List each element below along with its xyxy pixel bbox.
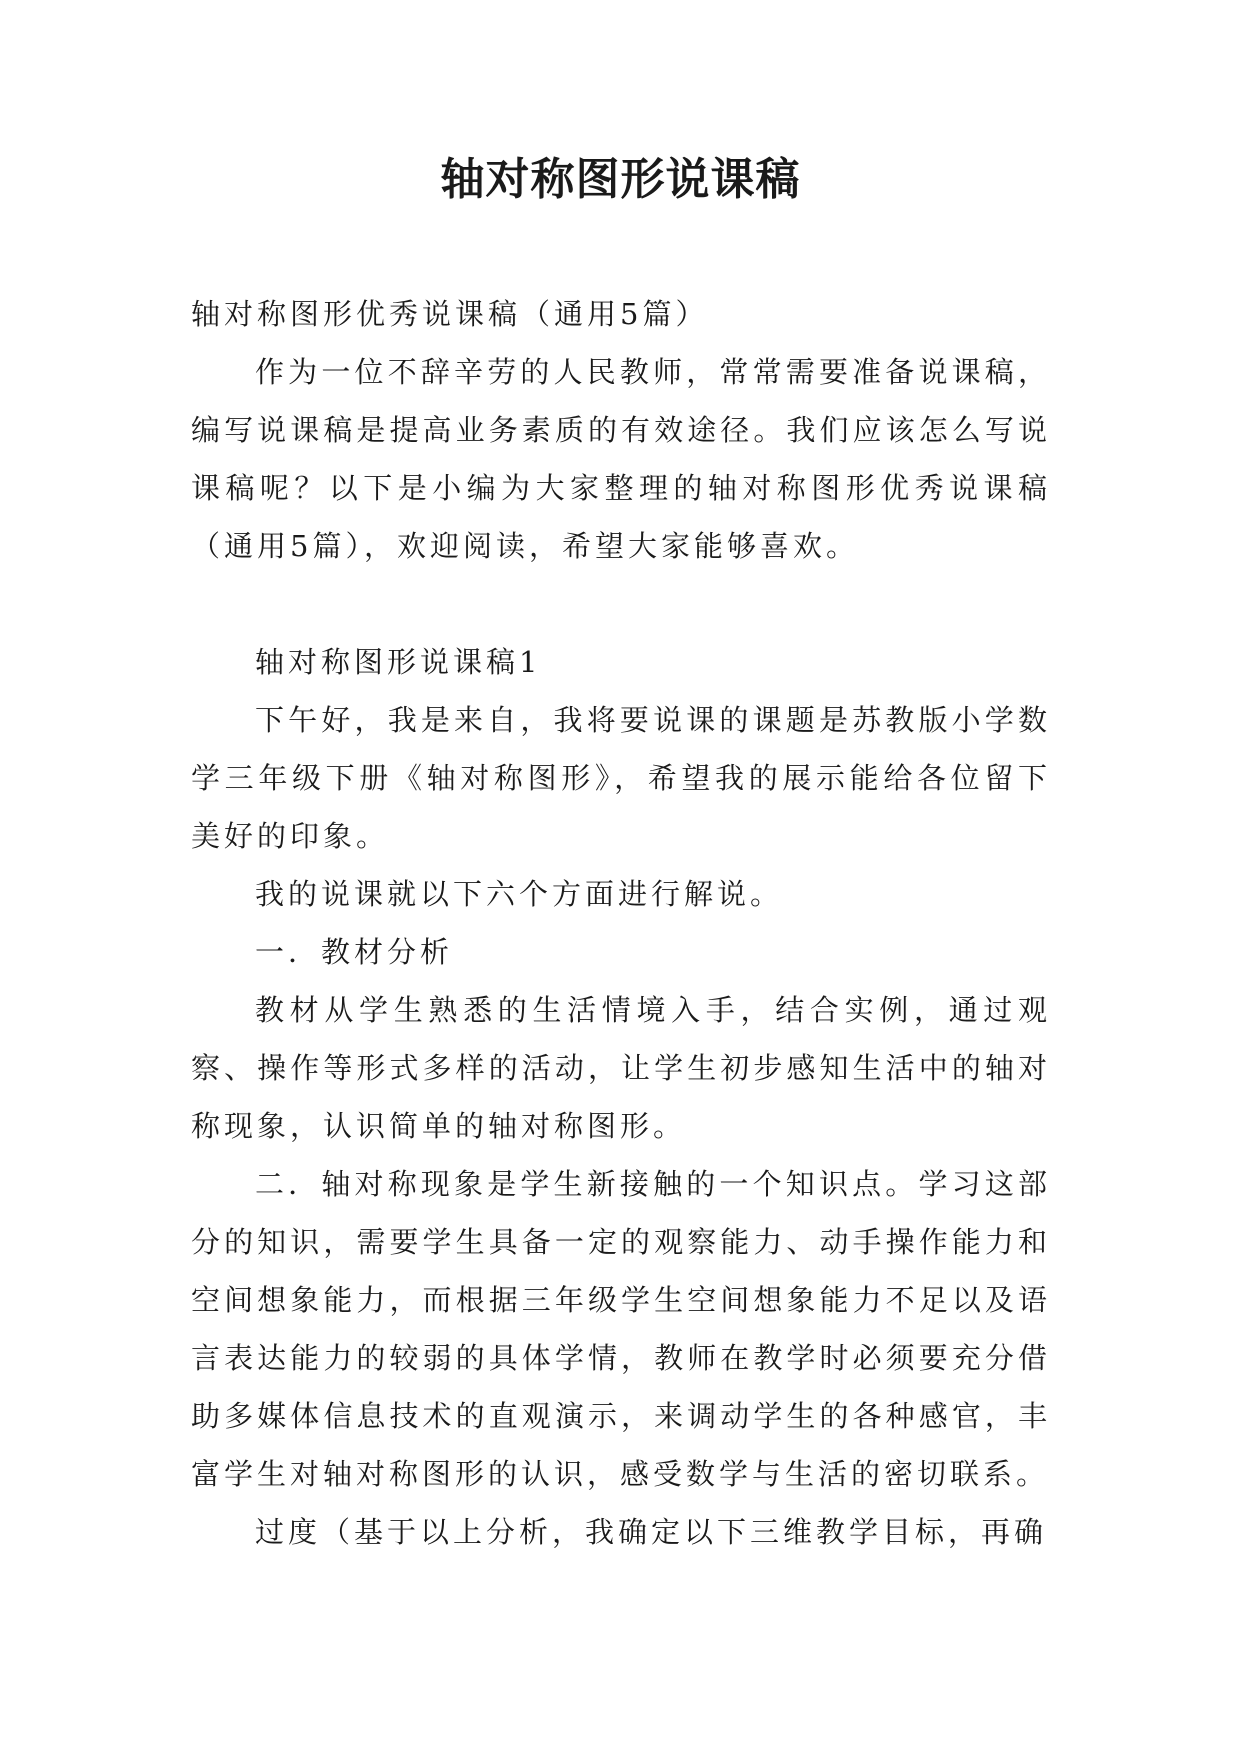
section-spacer [191, 575, 1051, 633]
body-paragraph: 二．轴对称现象是学生新接触的一个知识点。学习这部分的知识，需要学生具备一定的观察能力、动手操作能力和空间想象能力，而根据三年级学生空间想象能力不足以及语言表达能力的较弱的具体学情，教师在教学时必须要充分借助多媒体信息技术的直观演示，来调动学生的各种感官，丰富学生对轴对称图形的认识，感受数学与生活的密切联系。 [191, 1167, 1051, 1491]
document-subtitle: 轴对称图形优秀说课稿（通用5篇） [191, 297, 709, 331]
body-paragraph: 一．教材分析 [255, 935, 454, 969]
body-paragraph: 下午好，我是来自，我将要说课的课题是苏教版小学数学三年级下册《轴对称图形》，希望我的展示能给各位留下美好的印象。 [191, 703, 1051, 853]
body-paragraph: 教材从学生熟悉的生活情境入手，结合实例，通过观察、操作等形式多样的活动，让学生初步感知生活中的轴对称现象，认识简单的轴对称图形。 [191, 993, 1051, 1143]
document-title: 轴对称图形说课稿 [440, 154, 801, 205]
body-paragraph: 我的说课就以下六个方面进行解说。 [255, 877, 784, 911]
document-body [191, 285, 1051, 1561]
body-paragraph: 过度（基于以上分析，我确定以下三维教学目标，再确 [255, 1515, 1048, 1549]
section-heading: 轴对称图形说课稿1 [255, 645, 542, 679]
intro-paragraph: 作为一位不辞辛劳的人民教师，常常需要准备说课稿，编写说课稿是提高业务素质的有效途径。我们应该怎么写说课稿呢？以下是小编为大家整理的轴对称图形优秀说课稿（通用5篇），欢迎阅读，希望大家能够喜欢。 [191, 355, 1051, 563]
